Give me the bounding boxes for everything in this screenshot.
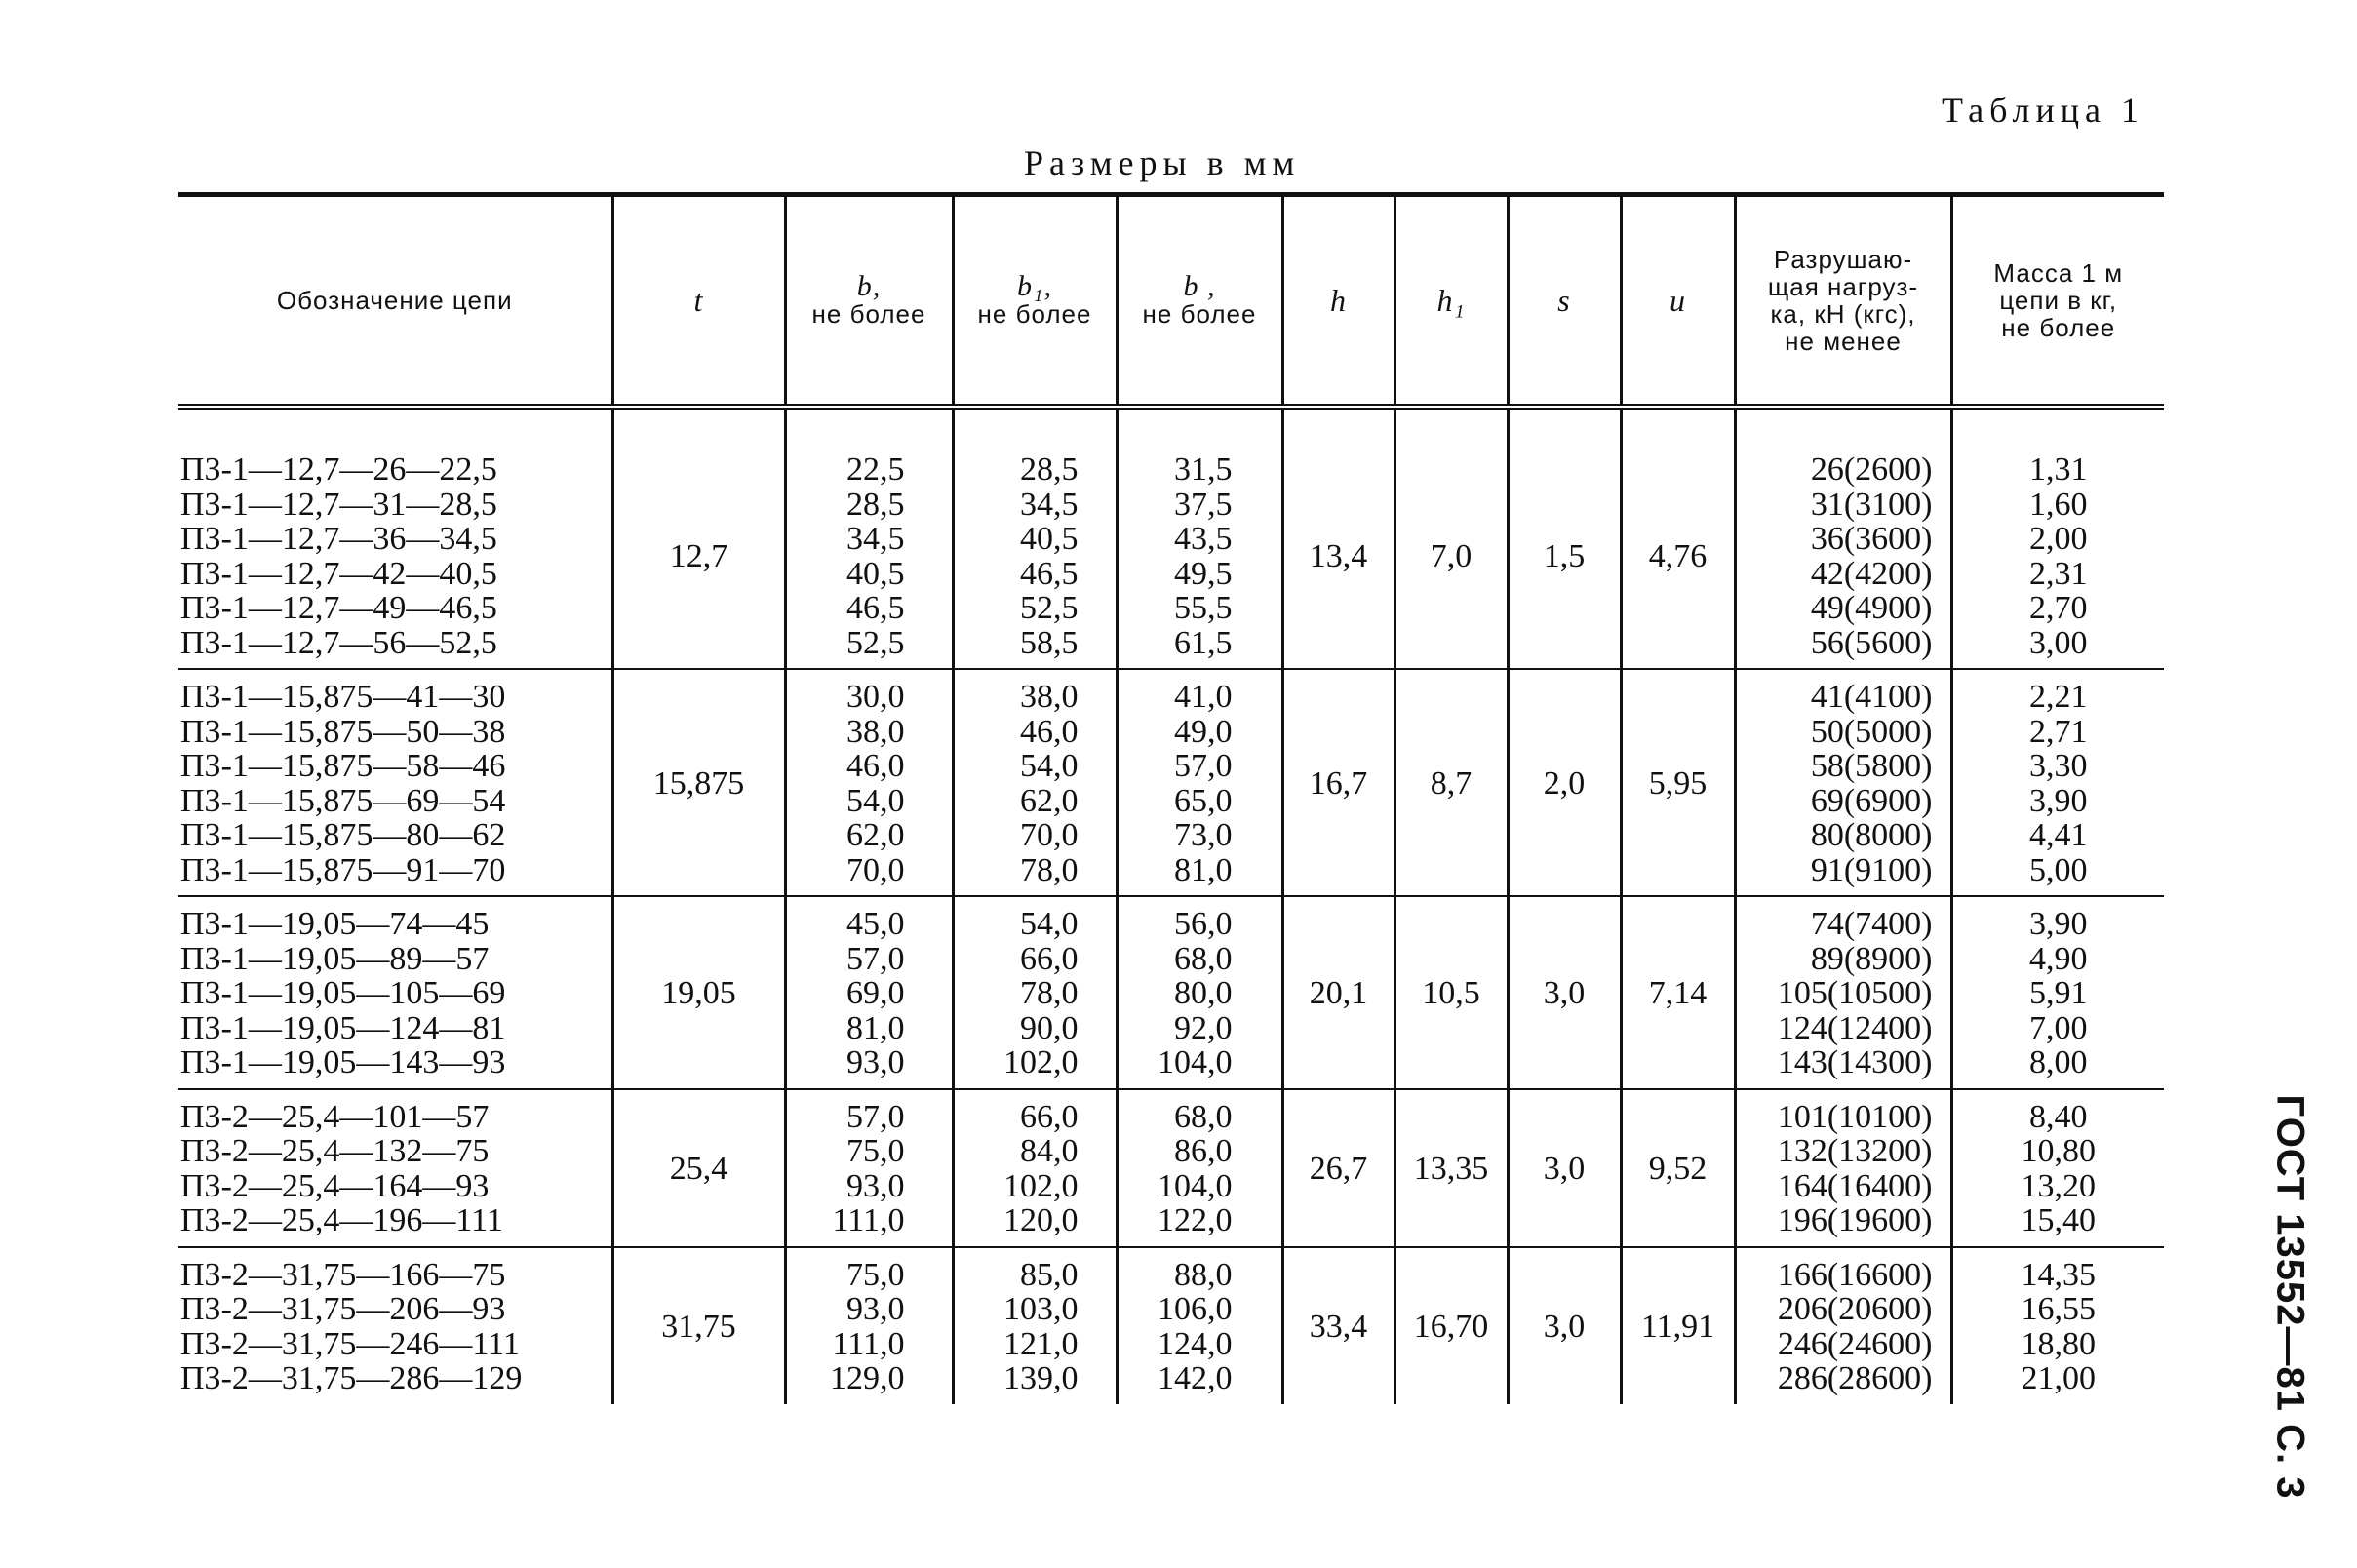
header-breaking-load xyxy=(1735,195,1951,408)
mass-per-meter-value: 4,41 xyxy=(2029,817,2088,853)
header-h xyxy=(1282,195,1395,408)
header-text-line: не более xyxy=(1142,299,1257,329)
header-b1 xyxy=(953,195,1117,408)
mass-per-meter-value: 7,00 xyxy=(2029,1009,2088,1046)
breaking-load xyxy=(1735,896,1951,1089)
header-text-line: не более xyxy=(977,299,1092,329)
width-b1-value: 62,0 xyxy=(1020,782,1079,819)
thickness-s: 3,0 xyxy=(1508,896,1621,1089)
chain-dimensions-table xyxy=(178,192,2164,1404)
chain-designation xyxy=(178,669,612,896)
mass-per-meter-value: 5,00 xyxy=(2029,851,2088,888)
chain-designation-value: ПЗ-2—25,4—196—111 xyxy=(180,1202,503,1238)
mass-per-meter-value: 2,31 xyxy=(2029,555,2088,592)
width-b1 xyxy=(953,1089,1117,1247)
width-b1-value: 54,0 xyxy=(1020,906,1079,942)
width-b-value: 52,5 xyxy=(846,624,905,661)
breaking-load-value: 56(5600) xyxy=(1810,624,1933,661)
breaking-load-value: 132(13200) xyxy=(1777,1133,1933,1169)
width-b2-value: 61,5 xyxy=(1174,624,1233,661)
breaking-load-value: 74(7400) xyxy=(1810,906,1933,942)
width-b2 xyxy=(1117,1247,1282,1404)
breaking-load-value: 91(9100) xyxy=(1810,851,1933,888)
width-b xyxy=(785,1247,953,1404)
width-b1-value: 54,0 xyxy=(1020,748,1079,784)
width-b-value: 57,0 xyxy=(846,940,905,977)
mass-per-meter-value: 2,70 xyxy=(2029,590,2088,626)
breaking-load-value: 124(12400) xyxy=(1777,1009,1933,1046)
width-b1-value: 85,0 xyxy=(1020,1256,1079,1293)
breaking-load-value: 143(14300) xyxy=(1777,1044,1933,1080)
width-b2-value: 56,0 xyxy=(1174,906,1233,942)
chain-designation-value: ПЗ-1—12,7—42—40,5 xyxy=(180,555,497,592)
mass-per-meter-value: 8,40 xyxy=(2029,1098,2088,1135)
width-b-value: 34,5 xyxy=(846,521,905,557)
header-text-line: ка, кН (кгс), xyxy=(1770,299,1916,329)
side-code-text: ГОСТ 13552—81 С. 3 xyxy=(2268,1094,2312,1500)
width-b1-value: 121,0 xyxy=(1003,1325,1079,1362)
mass-per-meter-value: 5,91 xyxy=(2029,975,2088,1011)
width-b2-value: 122,0 xyxy=(1158,1202,1233,1238)
width-b1-value: 84,0 xyxy=(1020,1133,1079,1169)
breaking-load-value: 31(3100) xyxy=(1810,486,1933,523)
width-b2-value: 41,0 xyxy=(1174,679,1233,715)
header-h1 xyxy=(1395,195,1508,408)
table-row-group xyxy=(178,669,2164,896)
thickness-s: 3,0 xyxy=(1508,1089,1621,1247)
width-b2-value: 88,0 xyxy=(1174,1256,1233,1293)
height-h1: 8,7 xyxy=(1395,669,1508,896)
chain-designation-value: ПЗ-2—31,75—246—111 xyxy=(180,1325,520,1362)
breaking-load xyxy=(1735,1247,1951,1404)
table-row-group xyxy=(178,407,2164,669)
breaking-load xyxy=(1735,407,1951,669)
pitch-t: 12,7 xyxy=(612,407,785,669)
width-b1-value: 102,0 xyxy=(1003,1167,1079,1204)
pitch-t: 15,875 xyxy=(612,669,785,896)
width-b2-value: 80,0 xyxy=(1174,975,1233,1011)
breaking-load-value: 42(4200) xyxy=(1810,555,1933,592)
width-b2-value: 73,0 xyxy=(1174,817,1233,853)
mass-per-meter-value: 3,90 xyxy=(2029,906,2088,942)
width-b2-value: 65,0 xyxy=(1174,782,1233,819)
chain-designation xyxy=(178,1247,612,1404)
width-b-value: 111,0 xyxy=(832,1325,905,1362)
header-text-line: Разрушаю- xyxy=(1773,245,1913,274)
width-b2-value: 86,0 xyxy=(1174,1133,1233,1169)
height-h: 13,4 xyxy=(1282,407,1395,669)
width-b-value: 81,0 xyxy=(846,1009,905,1046)
header-symbol: s xyxy=(1557,283,1571,318)
width-b2 xyxy=(1117,1089,1282,1247)
chain-designation-value: ПЗ-1—12,7—26—22,5 xyxy=(180,451,497,488)
width-b-value: 93,0 xyxy=(846,1291,905,1327)
width-b1-value: 38,0 xyxy=(1020,679,1079,715)
header-s xyxy=(1508,195,1621,408)
chain-designation-value: ПЗ-1—15,875—41—30 xyxy=(180,679,506,715)
header-b2 xyxy=(1117,195,1282,408)
mass-per-meter-value: 4,90 xyxy=(2029,940,2088,977)
width-b-value: 111,0 xyxy=(832,1202,905,1238)
breaking-load-value: 196(19600) xyxy=(1777,1202,1933,1238)
width-b1 xyxy=(953,669,1117,896)
width-b2-value: 104,0 xyxy=(1158,1044,1233,1080)
width-b-value: 57,0 xyxy=(846,1098,905,1135)
width-b1-value: 78,0 xyxy=(1020,975,1079,1011)
side-code xyxy=(2260,1094,2319,1500)
width-b1 xyxy=(953,1247,1117,1404)
header-symbol: h xyxy=(1330,283,1347,318)
width-b-value: 62,0 xyxy=(846,817,905,853)
width-b xyxy=(785,407,953,669)
chain-designation-value: ПЗ-2—31,75—286—129 xyxy=(180,1360,523,1396)
mass-per-meter xyxy=(1951,896,2164,1089)
pitch-t: 25,4 xyxy=(612,1089,785,1247)
header-text-line: Обозначение цепи xyxy=(276,286,513,315)
width-b-value: 46,0 xyxy=(846,748,905,784)
table-row-group xyxy=(178,1247,2164,1404)
height-h1: 16,70 xyxy=(1395,1247,1508,1404)
height-h1: 7,0 xyxy=(1395,407,1508,669)
breaking-load-value: 101(10100) xyxy=(1777,1098,1933,1135)
header-text-line: не более xyxy=(811,299,926,329)
width-b1 xyxy=(953,407,1117,669)
breaking-load-value: 89(8900) xyxy=(1810,940,1933,977)
breaking-load-value: 49(4900) xyxy=(1810,590,1933,626)
width-b xyxy=(785,669,953,896)
breaking-load-value: 50(5000) xyxy=(1810,713,1933,750)
mass-per-meter xyxy=(1951,407,2164,669)
height-h: 26,7 xyxy=(1282,1089,1395,1247)
width-b1-value: 66,0 xyxy=(1020,940,1079,977)
value-u: 5,95 xyxy=(1621,669,1735,896)
pitch-t: 31,75 xyxy=(612,1247,785,1404)
mass-per-meter xyxy=(1951,669,2164,896)
chain-designation-value: ПЗ-2—31,75—166—75 xyxy=(180,1256,506,1293)
width-b1-value: 70,0 xyxy=(1020,817,1079,853)
width-b2-value: 104,0 xyxy=(1158,1167,1233,1204)
chain-designation xyxy=(178,896,612,1089)
chain-designation-value: ПЗ-2—25,4—164—93 xyxy=(180,1167,490,1204)
width-b2-value: 55,5 xyxy=(1174,590,1233,626)
width-b2 xyxy=(1117,407,1282,669)
header-symbol: b , xyxy=(1183,270,1216,302)
mass-per-meter-value: 1,31 xyxy=(2029,451,2088,488)
table-body xyxy=(178,407,2164,1404)
chain-designation-value: ПЗ-1—12,7—31—28,5 xyxy=(180,486,497,523)
chain-designation-value: ПЗ-1—19,05—124—81 xyxy=(180,1009,506,1046)
chain-designation-value: ПЗ-2—31,75—206—93 xyxy=(180,1291,506,1327)
breaking-load-value: 286(28600) xyxy=(1777,1360,1933,1396)
mass-per-meter-value: 16,55 xyxy=(2021,1291,2096,1327)
mass-per-meter-value: 8,00 xyxy=(2029,1044,2088,1080)
breaking-load-value: 58(5800) xyxy=(1810,748,1933,784)
chain-designation-value: ПЗ-1—12,7—36—34,5 xyxy=(180,521,497,557)
width-b2-value: 43,5 xyxy=(1174,521,1233,557)
chain-designation xyxy=(178,1089,612,1247)
mass-per-meter-value: 3,90 xyxy=(2029,782,2088,819)
breaking-load-value: 166(16600) xyxy=(1777,1256,1933,1293)
header-designation xyxy=(178,195,612,408)
height-h: 33,4 xyxy=(1282,1247,1395,1404)
width-b2-value: 37,5 xyxy=(1174,486,1233,523)
width-b1-value: 139,0 xyxy=(1003,1360,1079,1396)
mass-per-meter-value: 18,80 xyxy=(2021,1325,2096,1362)
table-row-group xyxy=(178,896,2164,1089)
chain-designation-value: ПЗ-1—15,875—69—54 xyxy=(180,782,506,819)
pitch-t: 19,05 xyxy=(612,896,785,1089)
width-b-value: 40,5 xyxy=(846,555,905,592)
width-b xyxy=(785,896,953,1089)
width-b2-value: 92,0 xyxy=(1174,1009,1233,1046)
breaking-load xyxy=(1735,1089,1951,1247)
mass-per-meter-value: 13,20 xyxy=(2021,1167,2096,1204)
width-b1-value: 66,0 xyxy=(1020,1098,1079,1135)
width-b2-value: 49,5 xyxy=(1174,555,1233,592)
chain-designation-value: ПЗ-1—19,05—89—57 xyxy=(180,940,490,977)
width-b1-value: 90,0 xyxy=(1020,1009,1079,1046)
value-u: 9,52 xyxy=(1621,1089,1735,1247)
width-b-value: 93,0 xyxy=(846,1044,905,1080)
mass-per-meter xyxy=(1951,1089,2164,1247)
breaking-load-value: 246(24600) xyxy=(1777,1325,1933,1362)
height-h1: 13,35 xyxy=(1395,1089,1508,1247)
width-b2-value: 106,0 xyxy=(1158,1291,1233,1327)
mass-per-meter-value: 3,00 xyxy=(2029,624,2088,661)
width-b1-value: 102,0 xyxy=(1003,1044,1079,1080)
width-b2 xyxy=(1117,896,1282,1089)
mass-per-meter xyxy=(1951,1247,2164,1404)
value-u: 4,76 xyxy=(1621,407,1735,669)
chain-designation-value: ПЗ-2—25,4—101—57 xyxy=(180,1098,490,1135)
width-b-value: 129,0 xyxy=(830,1360,905,1396)
chain-designation-value: ПЗ-1—12,7—56—52,5 xyxy=(180,624,497,661)
header-symbol: b, xyxy=(856,270,882,302)
value-u: 11,91 xyxy=(1621,1247,1735,1404)
chain-designation-value: ПЗ-1—19,05—105—69 xyxy=(180,975,506,1011)
width-b1-value: 34,5 xyxy=(1020,486,1079,523)
width-b-value: 28,5 xyxy=(846,486,905,523)
breaking-load xyxy=(1735,669,1951,896)
mass-per-meter-value: 3,30 xyxy=(2029,748,2088,784)
chain-designation-value: ПЗ-1—12,7—49—46,5 xyxy=(180,590,497,626)
header-symbol: u xyxy=(1670,283,1686,318)
thickness-s: 1,5 xyxy=(1508,407,1621,669)
chain-designation-value: ПЗ-1—19,05—143—93 xyxy=(180,1044,506,1080)
chain-designation-value: ПЗ-1—15,875—58—46 xyxy=(180,748,506,784)
width-b1-value: 46,5 xyxy=(1020,555,1079,592)
table-label: Таблица 1 xyxy=(1942,91,2144,130)
breaking-load-value: 206(20600) xyxy=(1777,1291,1933,1327)
width-b1-value: 120,0 xyxy=(1003,1202,1079,1238)
width-b-value: 30,0 xyxy=(846,679,905,715)
chain-designation xyxy=(178,407,612,669)
header-text-line: Масса 1 м xyxy=(1993,258,2124,288)
height-h: 16,7 xyxy=(1282,669,1395,896)
mass-per-meter-value: 15,40 xyxy=(2021,1202,2096,1238)
width-b1-value: 28,5 xyxy=(1020,451,1079,488)
header-u xyxy=(1621,195,1735,408)
width-b-value: 93,0 xyxy=(846,1167,905,1204)
breaking-load-value: 164(16400) xyxy=(1777,1167,1933,1204)
thickness-s: 2,0 xyxy=(1508,669,1621,896)
width-b-value: 38,0 xyxy=(846,713,905,750)
width-b1-value: 52,5 xyxy=(1020,590,1079,626)
width-b-value: 45,0 xyxy=(846,906,905,942)
mass-per-meter-value: 2,21 xyxy=(2029,679,2088,715)
width-b-value: 46,5 xyxy=(846,590,905,626)
mass-per-meter-value: 10,80 xyxy=(2021,1133,2096,1169)
chain-designation-value: ПЗ-1—19,05—74—45 xyxy=(180,906,490,942)
header-text-line: не более xyxy=(2001,313,2116,342)
value-u: 7,14 xyxy=(1621,896,1735,1089)
width-b2-value: 81,0 xyxy=(1174,851,1233,888)
width-b2-value: 142,0 xyxy=(1158,1360,1233,1396)
breaking-load-value: 26(2600) xyxy=(1810,451,1933,488)
width-b2-value: 31,5 xyxy=(1174,451,1233,488)
width-b-value: 22,5 xyxy=(846,451,905,488)
header-text-line: щая нагруз- xyxy=(1767,272,1919,301)
height-h: 20,1 xyxy=(1282,896,1395,1089)
width-b-value: 54,0 xyxy=(846,782,905,819)
width-b1-value: 78,0 xyxy=(1020,851,1079,888)
breaking-load-value: 69(6900) xyxy=(1810,782,1933,819)
header-symbol: t xyxy=(693,283,704,318)
mass-per-meter-value: 2,71 xyxy=(2029,713,2088,750)
width-b2-value: 49,0 xyxy=(1174,713,1233,750)
breaking-load-value: 105(10500) xyxy=(1777,975,1933,1011)
header-text-line: не менее xyxy=(1785,327,1902,356)
width-b1-value: 46,0 xyxy=(1020,713,1079,750)
mass-per-meter-value: 14,35 xyxy=(2021,1256,2096,1293)
width-b2 xyxy=(1117,669,1282,896)
header-row xyxy=(178,195,2164,408)
units-label: Размеры в мм xyxy=(1024,143,1301,182)
chain-designation-value: ПЗ-1—15,875—91—70 xyxy=(180,851,506,888)
header-text-line: цепи в кг, xyxy=(1999,286,2118,315)
chain-designation-value: ПЗ-1—15,875—80—62 xyxy=(180,817,506,853)
width-b1 xyxy=(953,896,1117,1089)
header-t xyxy=(612,195,785,408)
width-b2-value: 57,0 xyxy=(1174,748,1233,784)
width-b xyxy=(785,1089,953,1247)
width-b2-value: 68,0 xyxy=(1174,1098,1233,1135)
width-b-value: 69,0 xyxy=(846,975,905,1011)
width-b1-value: 58,5 xyxy=(1020,624,1079,661)
width-b-value: 75,0 xyxy=(846,1133,905,1169)
header-mass xyxy=(1951,195,2164,408)
width-b-value: 70,0 xyxy=(846,851,905,888)
chain-designation-value: ПЗ-1—15,875—50—38 xyxy=(180,713,506,750)
width-b-value: 75,0 xyxy=(846,1256,905,1293)
breaking-load-value: 36(3600) xyxy=(1810,521,1933,557)
header-symbol: h₁ xyxy=(1436,283,1466,318)
width-b2-value: 124,0 xyxy=(1158,1325,1233,1362)
width-b1-value: 40,5 xyxy=(1020,521,1079,557)
breaking-load-value: 80(8000) xyxy=(1810,817,1933,853)
height-h1: 10,5 xyxy=(1395,896,1508,1089)
thickness-s: 3,0 xyxy=(1508,1247,1621,1404)
table-row-group xyxy=(178,1089,2164,1247)
header-symbol: b₁, xyxy=(1017,270,1052,302)
width-b2-value: 68,0 xyxy=(1174,940,1233,977)
chain-designation-value: ПЗ-2—25,4—132—75 xyxy=(180,1133,490,1169)
header-b xyxy=(785,195,953,408)
breaking-load-value: 41(4100) xyxy=(1810,679,1933,715)
width-b1-value: 103,0 xyxy=(1003,1291,1079,1327)
mass-per-meter-value: 21,00 xyxy=(2021,1360,2096,1396)
mass-per-meter-value: 1,60 xyxy=(2029,486,2088,523)
mass-per-meter-value: 2,00 xyxy=(2029,521,2088,557)
